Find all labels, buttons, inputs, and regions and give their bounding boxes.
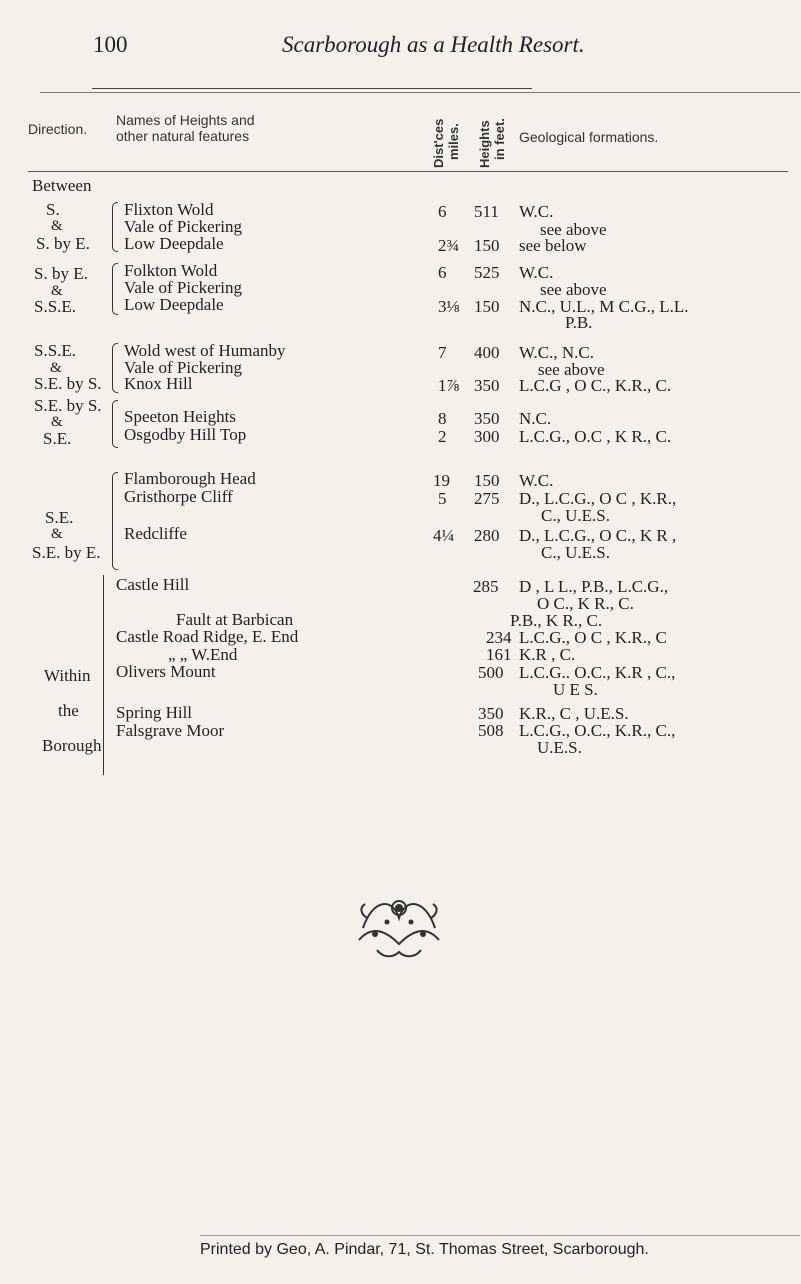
row-height: 508 bbox=[478, 721, 504, 740]
row-geo: C., U.E.S. bbox=[541, 543, 610, 562]
ornament-icon bbox=[353, 888, 445, 964]
row-name: Falsgrave Moor bbox=[116, 721, 225, 740]
direction-line: S.S.E. bbox=[34, 297, 77, 316]
row-geo: U E S. bbox=[553, 680, 598, 699]
col-dist-2: miles. bbox=[446, 123, 461, 160]
row-name: Vale of Pickering bbox=[124, 217, 243, 236]
row-height: 400 bbox=[474, 343, 500, 362]
running-title: Scarborough as a Health Resort. bbox=[282, 32, 585, 57]
direction-line: Borough bbox=[42, 736, 102, 755]
row-name: Knox Hill bbox=[124, 374, 193, 393]
row-dist: 2¾ bbox=[438, 236, 460, 255]
row-name: Gristhorpe Cliff bbox=[124, 487, 233, 506]
row-height: 500 bbox=[478, 663, 504, 682]
brace bbox=[112, 400, 118, 448]
brace bbox=[112, 472, 118, 570]
row-name: Flamborough Head bbox=[124, 469, 256, 488]
row-geo: P.B., K R., C. bbox=[510, 611, 603, 630]
row-geo: O C., K R., C. bbox=[537, 594, 634, 613]
col-height-2: in feet. bbox=[492, 118, 507, 160]
row-height: 350 bbox=[478, 704, 504, 723]
brace bbox=[112, 263, 118, 315]
row-name: Redcliffe bbox=[124, 524, 187, 543]
row-geo: W.C., N.C. bbox=[519, 343, 594, 362]
between-label: Between bbox=[32, 176, 92, 195]
direction-line: & bbox=[51, 218, 63, 234]
direction-line: & bbox=[51, 526, 63, 542]
row-name: Olivers Mount bbox=[116, 662, 216, 681]
row-height: 150 bbox=[474, 471, 500, 490]
row-geo: L.C.G., O.C , K R., C. bbox=[519, 427, 672, 446]
row-height: 350 bbox=[474, 376, 500, 395]
col-height-1: Heights bbox=[477, 120, 492, 168]
row-dist: 6 bbox=[438, 202, 447, 221]
row-geo: K.R., C , U.E.S. bbox=[519, 704, 629, 723]
row-height: 280 bbox=[474, 526, 500, 545]
row-geo: L.C.G., O.C., K.R., C., bbox=[519, 721, 676, 740]
direction-line: & bbox=[51, 283, 63, 299]
row-name: „ „ W.End bbox=[168, 645, 238, 664]
row-name: Fault at Barbican bbox=[176, 610, 294, 629]
row-geo: K.R , C. bbox=[519, 645, 576, 664]
page-number: 100 bbox=[93, 32, 128, 57]
row-geo: U.E.S. bbox=[537, 738, 582, 757]
brace bbox=[112, 343, 118, 393]
row-geo: W.C. bbox=[519, 263, 554, 282]
row-name: Osgodby Hill Top bbox=[124, 425, 247, 444]
row-name: Castle Road Ridge, E. End bbox=[116, 627, 299, 646]
row-geo: L.C.G.. O.C., K.R , C., bbox=[519, 663, 676, 682]
row-height: 350 bbox=[474, 409, 500, 428]
col-names-1: Names of Heights and bbox=[116, 112, 255, 128]
row-geo: D , L L., P.B., L.C.G., bbox=[519, 577, 669, 596]
direction-line: & bbox=[51, 414, 63, 430]
row-height: 300 bbox=[474, 427, 500, 446]
direction-line: S.E. bbox=[45, 508, 74, 527]
row-height: 234 bbox=[486, 628, 512, 647]
row-name: Vale of Pickering bbox=[124, 358, 243, 377]
col-names-2: other natural features bbox=[116, 128, 250, 144]
row-dist: 8 bbox=[438, 409, 447, 428]
direction-line: S.E. by E. bbox=[32, 543, 101, 562]
printer-credit: Printed by Geo, A. Pindar, 71, St. Thomas Street, Scarborough. bbox=[200, 1241, 649, 1258]
row-name: Flixton Wold bbox=[124, 200, 214, 219]
row-name: Vale of Pickering bbox=[124, 278, 243, 297]
row-geo: C., U.E.S. bbox=[541, 506, 610, 525]
direction-line: S. by E. bbox=[34, 264, 88, 283]
direction-line: S. bbox=[46, 200, 60, 219]
row-name: Low Deepdale bbox=[124, 295, 224, 314]
row-height: 161 bbox=[486, 645, 512, 664]
row-height: 285 bbox=[473, 577, 499, 596]
direction-line: Within bbox=[44, 666, 91, 685]
col-dist-1: Dist'ces bbox=[431, 118, 446, 168]
direction-line: S.E. by S. bbox=[34, 396, 102, 415]
row-dist: 19 bbox=[433, 471, 450, 490]
top-rule-2 bbox=[40, 92, 800, 93]
row-geo: see above bbox=[538, 360, 605, 379]
row-geo: see above bbox=[540, 280, 607, 299]
row-name: Low Deepdale bbox=[124, 234, 224, 253]
row-dist: 6 bbox=[438, 263, 447, 282]
row-geo: L.C.G , O C., K.R., C. bbox=[519, 376, 672, 395]
row-height: 150 bbox=[474, 297, 500, 316]
direction-line: S.E. by S. bbox=[34, 374, 102, 393]
row-geo: W.C. bbox=[519, 471, 554, 490]
row-name: Castle Hill bbox=[116, 575, 190, 594]
row-geo: D., L.C.G., O C , K.R., bbox=[519, 489, 677, 508]
direction-line: & bbox=[50, 360, 62, 376]
row-name: Speeton Heights bbox=[124, 407, 236, 426]
row-geo: P.B. bbox=[565, 313, 593, 332]
row-geo: N.C., U.L., M C.G., L.L. bbox=[519, 297, 689, 316]
top-rule bbox=[92, 88, 532, 89]
direction-line: S.E. bbox=[43, 429, 72, 448]
row-geo: see below bbox=[519, 236, 587, 255]
row-dist: 4¼ bbox=[433, 526, 455, 545]
row-dist: 2 bbox=[438, 427, 447, 446]
row-geo: D., L.C.G., O C., K R , bbox=[519, 526, 677, 545]
row-name: Spring Hill bbox=[116, 703, 193, 722]
row-geo: N.C. bbox=[519, 409, 552, 428]
row-dist: 7 bbox=[438, 343, 447, 362]
row-dist: 1⅞ bbox=[438, 376, 460, 395]
row-geo: see above bbox=[540, 220, 607, 239]
row-height: 511 bbox=[474, 202, 499, 221]
row-name: Wold west of Humanby bbox=[124, 341, 286, 360]
col-direction: Direction. bbox=[28, 121, 88, 137]
col-geology: Geological formations. bbox=[519, 129, 659, 145]
row-dist: 5 bbox=[438, 489, 447, 508]
row-height: 275 bbox=[474, 489, 500, 508]
direction-line: S. by E. bbox=[36, 234, 90, 253]
direction-line: S.S.E. bbox=[34, 341, 77, 360]
footer-rule bbox=[200, 1235, 800, 1236]
direction-line: the bbox=[58, 701, 79, 720]
header-bottom-rule bbox=[28, 171, 788, 172]
row-geo: W.C. bbox=[519, 202, 554, 221]
row-dist: 3⅛ bbox=[438, 297, 460, 316]
row-height: 525 bbox=[474, 263, 500, 282]
brace bbox=[112, 202, 118, 252]
row-height: 150 bbox=[474, 236, 500, 255]
row-name: Folkton Wold bbox=[124, 261, 218, 280]
row-geo: L.C.G., O C , K.R., C bbox=[519, 628, 667, 647]
brace bbox=[103, 575, 104, 775]
